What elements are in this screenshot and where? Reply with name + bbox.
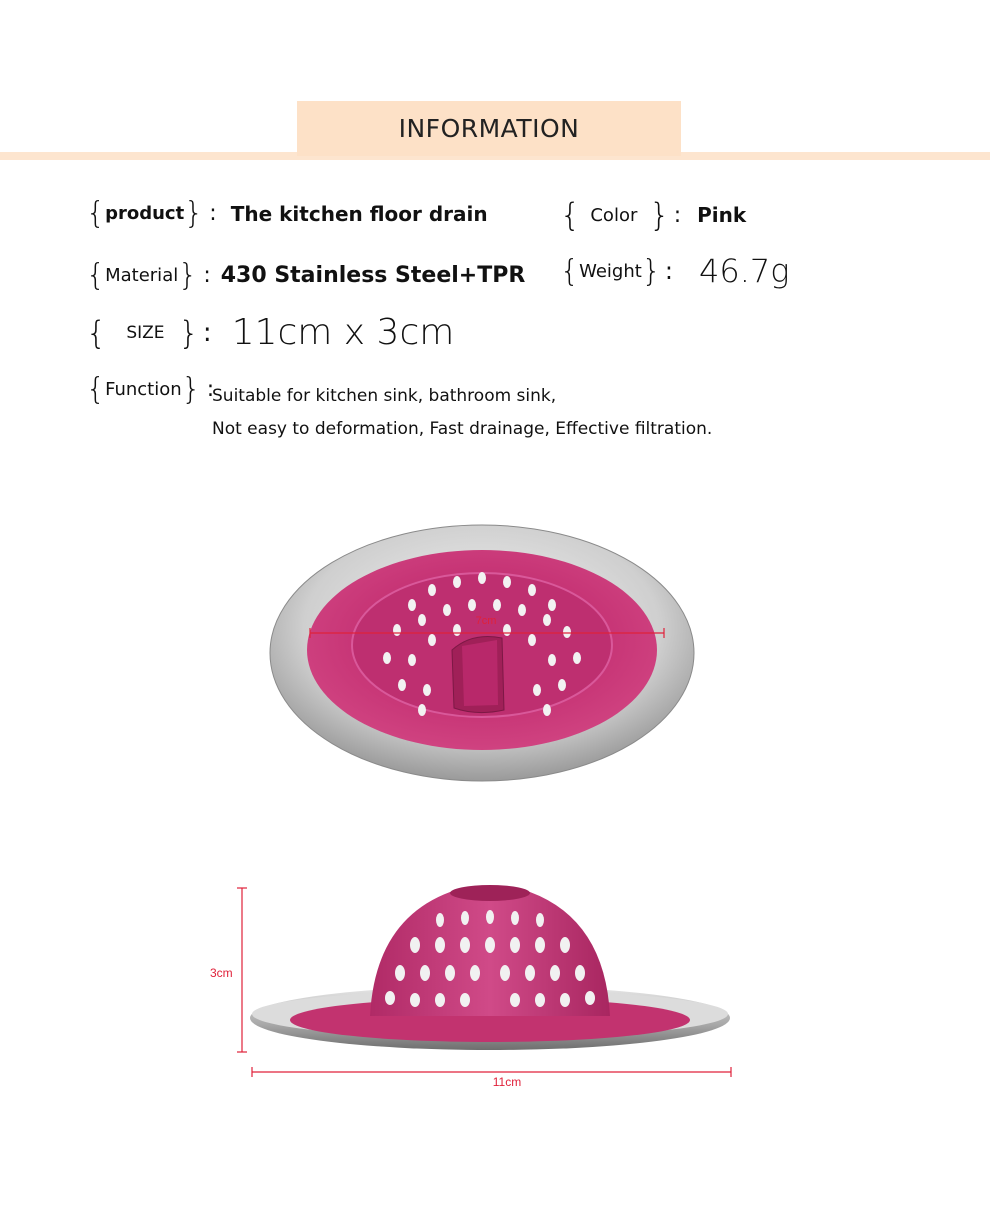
colon: :	[209, 201, 217, 226]
close-brace: }	[184, 196, 204, 231]
open-brace: {	[560, 196, 581, 234]
spec-product	[86, 196, 488, 231]
colon: :	[206, 377, 215, 402]
close-brace: }	[641, 253, 661, 289]
colon: :	[664, 257, 673, 285]
function-line-2: Not easy to deformation, Fast drainage, Effective filtration.	[212, 419, 713, 439]
spec-value-size: 11cm x 3cm	[231, 312, 455, 353]
spec-material	[86, 258, 525, 293]
spec-color	[560, 196, 746, 234]
product-top-view-image	[262, 520, 702, 785]
open-brace: {	[86, 372, 106, 407]
colon: :	[673, 202, 682, 228]
spec-value-product: The kitchen floor drain	[230, 201, 488, 226]
open-brace: {	[86, 258, 106, 293]
measure-label-width: 11cm	[492, 1075, 522, 1089]
spec-label-size: SIZE	[126, 322, 165, 343]
colon: :	[202, 317, 212, 348]
spec-label-color: Color	[590, 204, 638, 226]
spec-label-weight: Weight	[579, 260, 642, 282]
close-brace: }	[649, 196, 670, 234]
spec-value-weight: 46.7g	[699, 252, 790, 290]
spec-value-color: Pink	[697, 203, 747, 227]
measure-label-diameter: 7cm	[475, 615, 497, 627]
close-brace: }	[178, 258, 198, 293]
spec-value-function	[212, 380, 712, 446]
spec-label-material: Material	[105, 265, 179, 286]
colon: :	[203, 263, 211, 288]
product-side-view-image	[200, 880, 760, 1090]
spec-value-material: 430 Stainless Steel+TPR	[220, 263, 526, 288]
function-line-1: Suitable for kitchen sink, bathroom sink,	[212, 386, 557, 406]
measure-label-height: 3cm	[210, 966, 233, 980]
section-title: INFORMATION	[297, 101, 681, 156]
spec-weight	[560, 252, 789, 290]
spec-label-function: Function	[105, 379, 182, 400]
close-brace: }	[178, 313, 199, 352]
open-brace: {	[86, 313, 107, 352]
open-brace: {	[560, 253, 580, 289]
close-brace: }	[181, 372, 201, 407]
spec-function	[86, 372, 214, 407]
spec-label-product: product	[105, 203, 185, 224]
spec-size	[86, 312, 454, 353]
open-brace: {	[86, 196, 106, 231]
